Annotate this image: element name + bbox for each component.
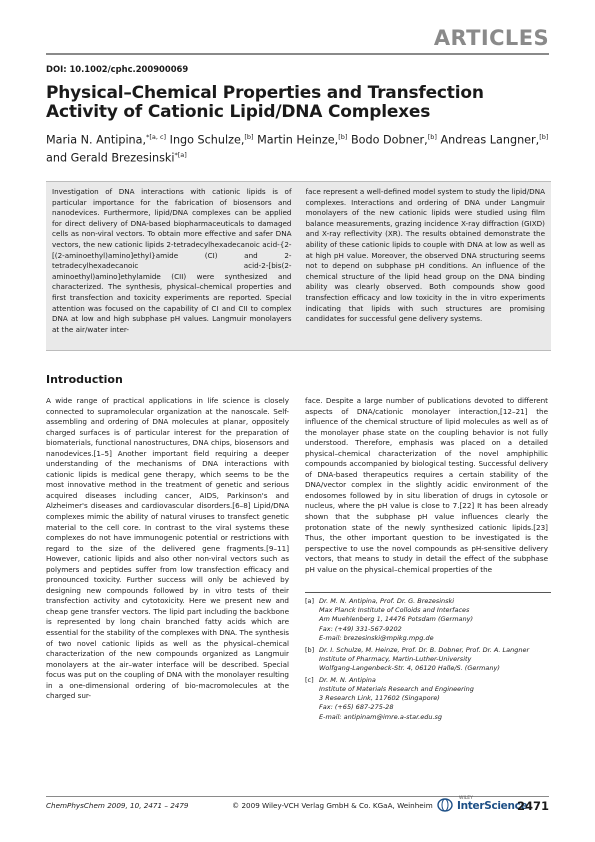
affiliation-entry xyxy=(305,597,551,643)
affiliation-line: Institute of Materials Research and Engineering xyxy=(319,685,474,694)
abstract-box xyxy=(46,181,551,351)
affiliation-entry xyxy=(305,646,551,674)
affiliation-rule xyxy=(305,592,551,593)
affiliation-email[interactable]: E-mail: brezesinski@mpikg.mpg.de xyxy=(319,633,434,642)
author-affiliation-mark: *[a] xyxy=(174,151,187,160)
author-name: Martin Heinze, xyxy=(257,133,339,147)
abstract-column-right: face represent a well-defined model system to study the lipid/DNA complexes. Interactions and ordering of DNA under Langmuir monolayers of the new cationic lipids were studied using film balance measurements, grazing incidence X-ray diffraction (GIXD) and X-ray reflectivity (XR). The results obtained demonstrate the ability of these cationic lipids to couple with DNA at low as well as at high pH value. Moreover, the observed DNA structuring seems not to depend on subphase pH conditions. An influence of the chemical structure of the lipid head group on the DNA binding ability was clearly observed. Both compounds show good transfection efficacy and low toxicity in the in vitro experiments indicating that lipids with such structures are promising candidates for successful gene delivery systems. xyxy=(305,187,545,324)
affiliation-line: Max Planck Institute of Colloids and Interfaces xyxy=(319,606,470,615)
author-list xyxy=(46,130,551,166)
section-heading: Introduction xyxy=(46,373,123,386)
author-name: and Gerald Brezesinski xyxy=(46,151,175,165)
affiliations xyxy=(305,597,551,724)
affiliation-line: Am Muehlenberg 1, 14476 Potsdam (Germany) xyxy=(319,615,474,624)
article-title: Physical–Chemical Properties and Transfection Activity of Cationic Lipid/DNA Complexes xyxy=(46,83,484,122)
affiliation-line: Dr. I. Schulze, M. Heinze, Prof. Dr. B. Dobner, Prof. Dr. A. Langner xyxy=(319,645,530,654)
author-affiliation-mark: *[a, c] xyxy=(146,133,167,141)
affiliation-line: Dr. M. N. Antipina xyxy=(319,675,376,684)
affiliation-line: Fax: (+49) 331-567-9202 xyxy=(319,624,402,633)
author-affiliation-mark: [b] xyxy=(427,133,437,141)
journal-reference xyxy=(46,801,189,810)
affiliation-line: 3 Research Link, 117602 (Singapore) xyxy=(319,694,440,703)
journal-name: ChemPhysChem xyxy=(46,801,105,810)
affiliation-line: Dr. M. N. Antipina, Prof. Dr. G. Brezesinski xyxy=(319,597,455,605)
copyright-line: © 2009 Wiley-VCH Verlag GmbH & Co. KGaA, Weinheim xyxy=(232,801,433,810)
header-rule xyxy=(46,53,549,55)
affiliation-line: Wolfgang-Langenbeck-Str. 4, 06120 Halle/S. (Germany) xyxy=(319,664,500,673)
logo-text: InterScience xyxy=(457,800,528,812)
affiliation-line: Institute of Pharmacy, Martin-Luther-University xyxy=(319,654,472,663)
author-affiliation-mark: [b] xyxy=(338,133,348,141)
author-name: Bodo Dobner, xyxy=(350,133,428,147)
section-label: ARTICLES xyxy=(433,26,549,50)
affiliation-tag: [c] xyxy=(305,675,314,684)
author-name: Maria N. Antipina, xyxy=(46,133,147,147)
abstract-column-left: Investigation of DNA interactions with cationic lipids is of particular importance for the fabrication of biosensors and nanodevices. Furthermore, lipid/DNA complexes can be applied for direct delivery of DNA-based biopharmaceuticals to damaged cells as non-viral vectors. To obtain more effective and safer DNA vectors, the new cationic lipids 2-tetradecylhexadecanoic acid-{2-[(2-aminoethyl)amino]ethyl}amide (CI) and 2-tetradecylhexadecanoic acid-2-[bis(2-aminoethyl)amino]ethylamide (CII) were synthesized and characterized. The synthesis, physical–chemical properties and first transfection and toxicity experiments are reported. Special attention was focused on the capability of CI and CII to complex DNA at low and high subphase pH values. Langmuir monolayers at the air/water inter- xyxy=(52,187,292,334)
journal-volume: 2009, 10, 2471 – 2479 xyxy=(107,801,189,810)
doi-line: DOI: 10.1002/cphc.200900069 xyxy=(46,64,189,74)
interscience-logo xyxy=(435,796,528,814)
affiliation-entry xyxy=(305,676,551,722)
author-name: Andreas Langner, xyxy=(440,133,540,147)
body-column-right: face. Despite a large number of publications devoted to different aspects of DNA/cationic monolayer interaction,[12–21] the influence of the chemical structure of lipid molecules as well as of the monolayer phase state on the coupling behavior is not fully understood. Therefore, emphasis was placed on a detailed physical–chemical characterization of the novel amphiphilic compounds accompanied by biological testing. Successful delivery of DNA-based therapeutics requires a certain stability of the DNA/vector complex in the slightly acidic environment of the endosomes followed by in situ liberation of drugs in cytosole or nucleus, where the pH value is close to 7.[22] It has been already shown that the subphase pH value influences clearly the protonation state of the newly synthesized cationic lipids.[23] Thus, the other important question to be investigated is the perspective to use the novel compounds as pH-sensitive delivery vectors, that means to study in detail the effect of the subphase pH value on the physical–chemical properties of the xyxy=(305,396,548,574)
affiliation-tag: [a] xyxy=(305,597,315,605)
author-name: Ingo Schulze, xyxy=(169,133,245,147)
affiliation-email[interactable]: E-mail: antipinam@imre.a-star.edu.sg xyxy=(319,712,443,721)
page-number: 2471 xyxy=(516,799,549,813)
logo-small-text: WILEY xyxy=(459,796,473,801)
interscience-logo-icon xyxy=(437,798,453,812)
affiliation-tag: [b] xyxy=(305,645,315,654)
author-affiliation-mark: [b] xyxy=(244,133,254,141)
author-affiliation-mark: [b] xyxy=(539,133,549,141)
body-column-left: A wide range of practical applications in life science is closely connected to supramolecular organization at the nanoscale. Self-assembling and ordering of DNA molecules at planar, oppositely charged surfaces is of particular interest for the preparation of biomaterials, functional nanostructures, DNA chips, biosensors and nanodevices.[1–5] Another important field requiring a deeper understanding of the mechanisms of DNA interactions with cationic lipids is medical gene therapy, which seems to be the most innovative method in the treatment of genetic and serious acquired diseases including cancer, AIDS, Parkinson's and Alzheimer's diseases and cardiovascular disorders.[6–8] Lipid/DNA complexes mimic the ability of natural viruses to transfect genetic material to the cell core. In contrast to the viral systems these complexes do not have immunogenic potential or restrictions with regard to the size of the delivered gene fragments.[9–11] However, cationic lipids and also other non-viral vectors such as polymers and peptides suffer from low transfection efficacy and pronounced toxicity. Further success will only be achieved by designing new compounds followed by in vitro tests of their transfection activity and cytotoxicity. Here we present new and cheap gene transfer vectors. The lipid part including the backbone is represented by long chain branched fatty acids which are essential for the stability of the complexes with DNA. The synthesis of two novel cationic lipids as well as the physical–chemical characterization of the new compounds organized as Langmuir monolayers at the air–water interface will be described. Special focus was put on the coupling of DNA with the monolayer resulting in a one-dimensional ordering of bio-macromolecules at the charged sur- xyxy=(46,396,289,701)
affiliation-line: Fax: (+65) 687-275-28 xyxy=(319,703,394,712)
